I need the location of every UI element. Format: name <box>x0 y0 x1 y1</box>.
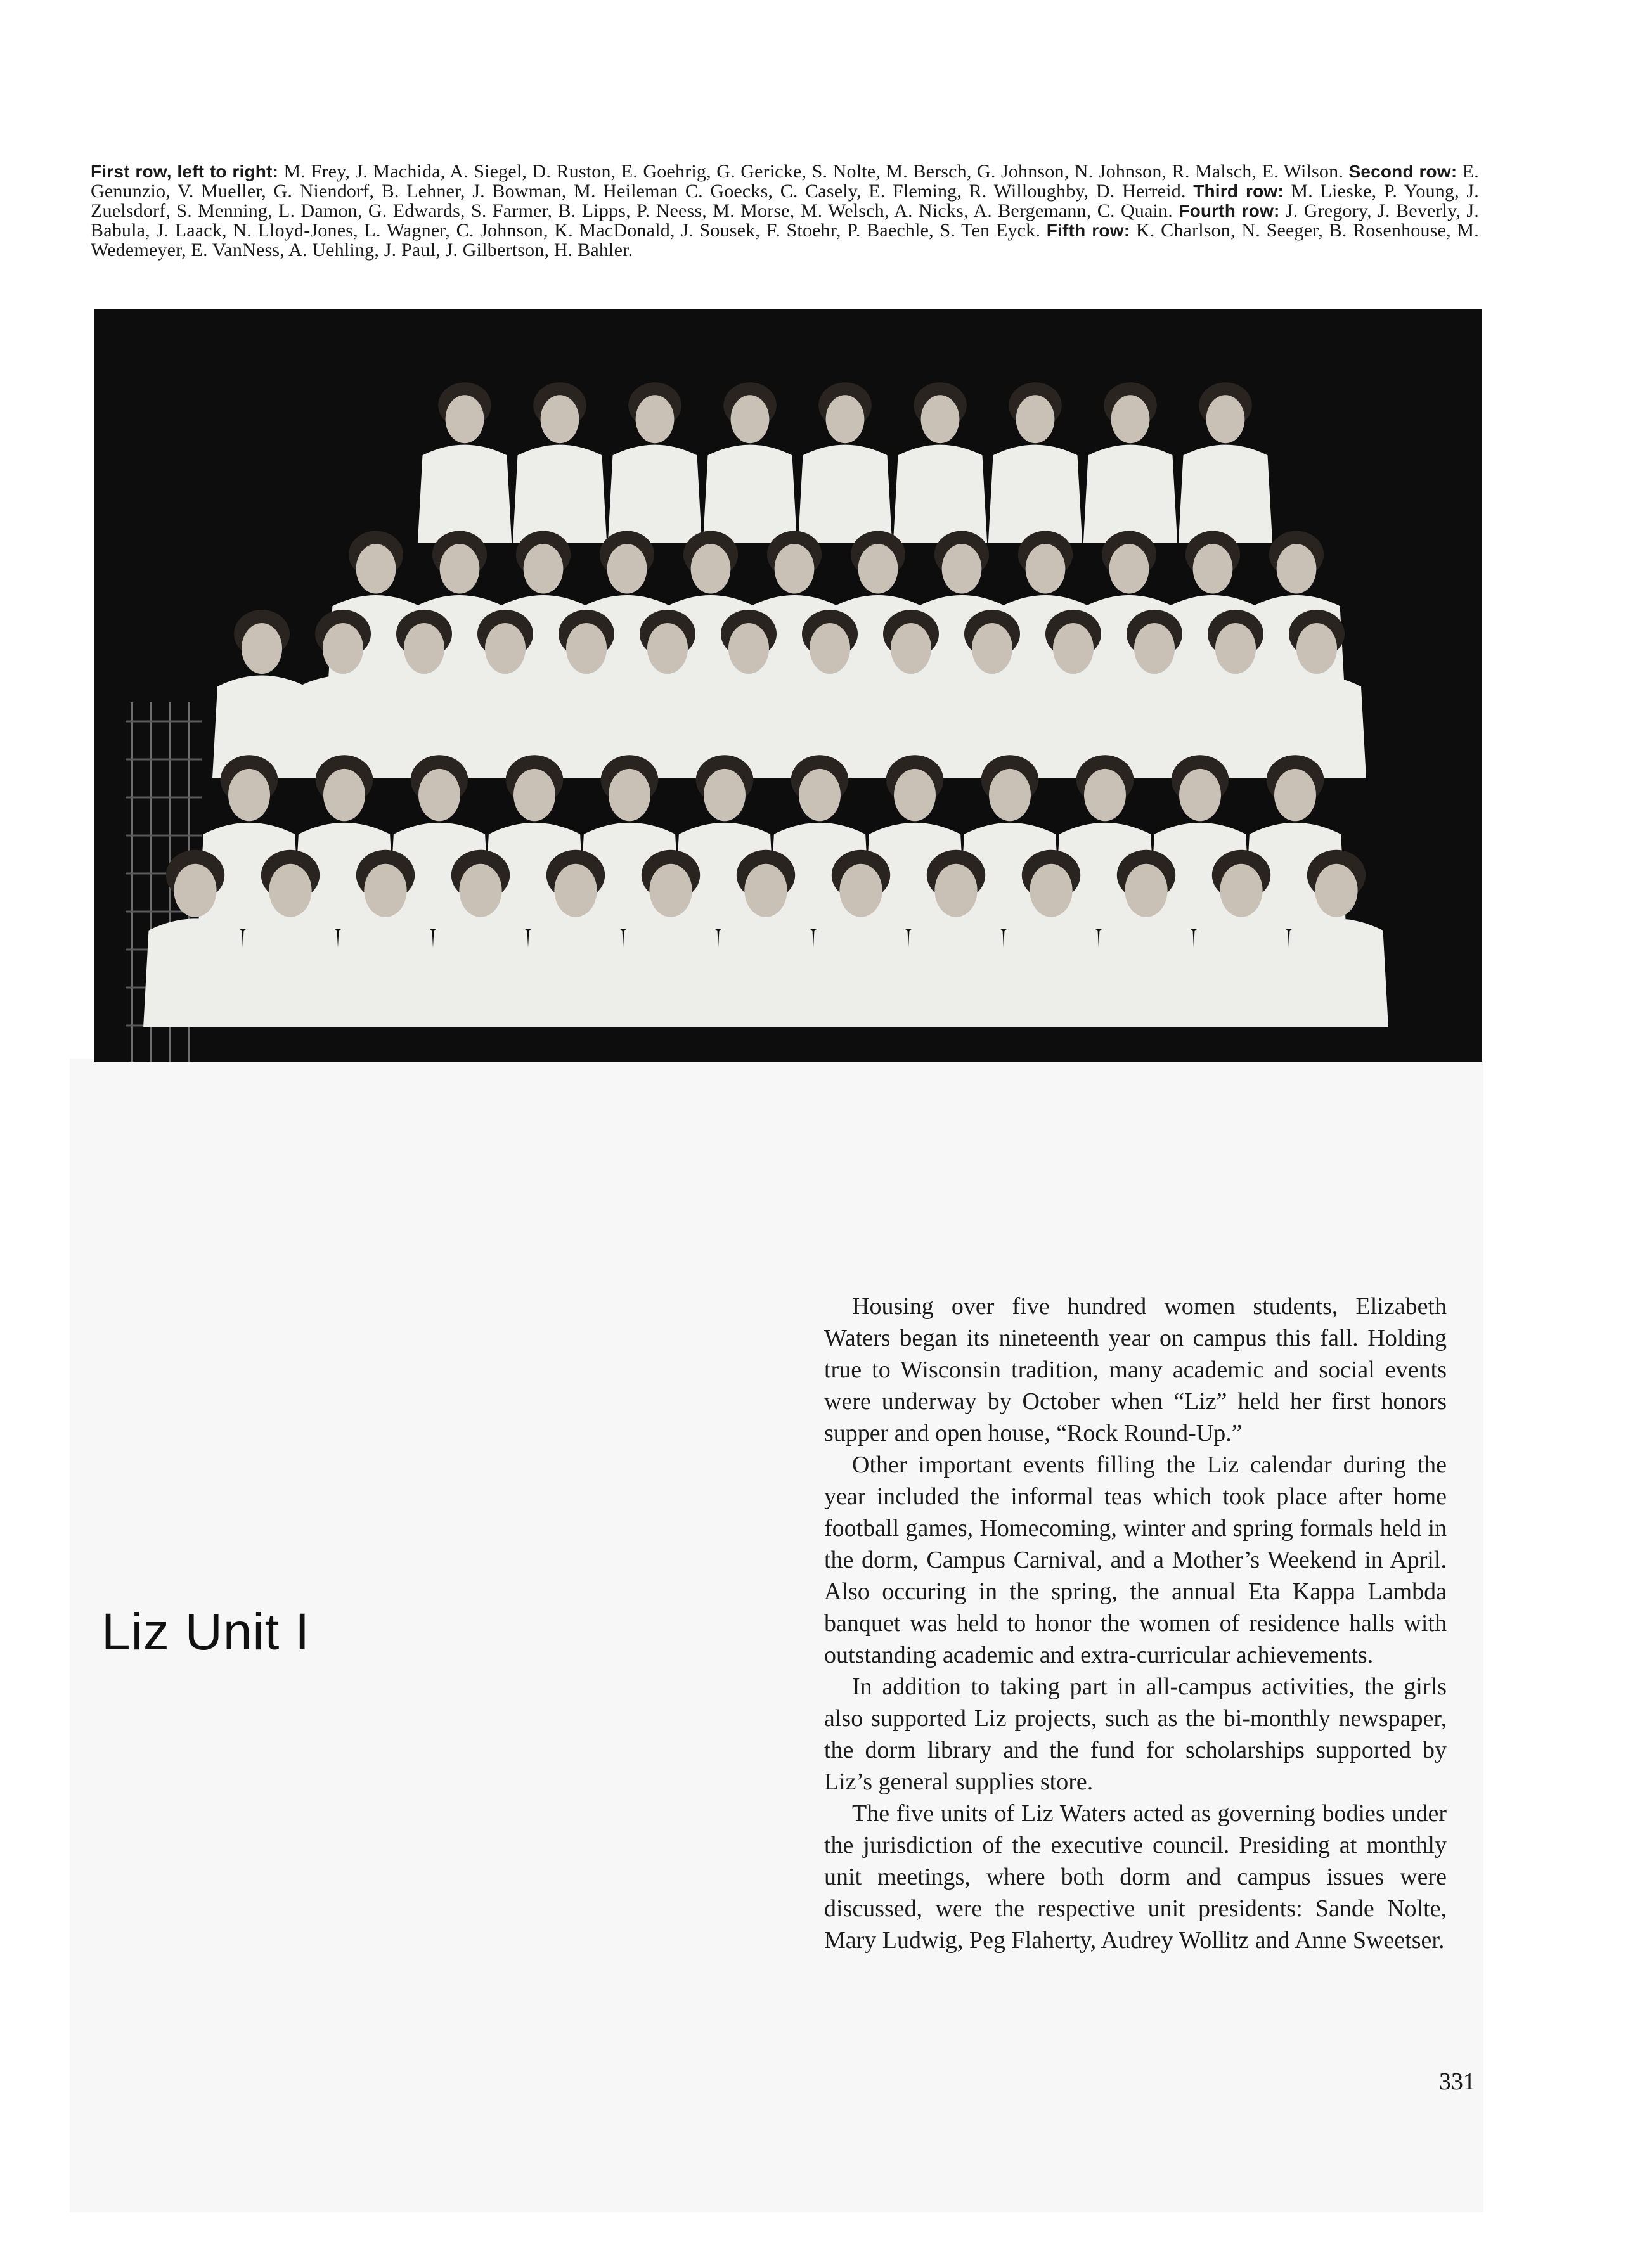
student-face <box>744 864 787 917</box>
article-paragraph: The five units of Liz Waters acted as governing bodies under the jurisdiction of the executive council. Presiding at monthly unit meetings, where both dorm and campus issues were discussed, were the respective unit presidents: Sande Nolte, Mary Ludwig, Peg Flaherty, Audrey Wollitz and Anne Sweetser. <box>824 1800 1447 1954</box>
student-face <box>810 623 850 674</box>
student-face <box>228 769 270 821</box>
student-face <box>1111 395 1150 443</box>
student-face <box>728 623 769 674</box>
student-blouse <box>429 918 533 1027</box>
student-face <box>921 395 960 443</box>
caption-row-label: First row, left to right: <box>91 162 279 181</box>
student-face <box>1109 544 1149 593</box>
student-face <box>647 623 688 674</box>
student-face <box>356 544 396 593</box>
caption-row-label: Third row: <box>1193 181 1284 201</box>
student-face <box>364 864 406 917</box>
student-blouse <box>238 918 342 1027</box>
student-blouse <box>1094 918 1198 1027</box>
student-face <box>269 864 311 917</box>
student-face <box>731 395 770 443</box>
student-face <box>858 544 898 593</box>
student-face <box>775 544 815 593</box>
student-face <box>1125 864 1167 917</box>
student-blouse <box>988 445 1082 543</box>
student-face <box>704 769 746 821</box>
page-number: 331 <box>1439 2068 1475 2095</box>
student-blouse <box>1189 918 1293 1027</box>
student-face <box>446 395 484 443</box>
student-face <box>989 769 1031 821</box>
student-face <box>1193 544 1233 593</box>
caption-row-label: Fifth row: <box>1046 221 1130 240</box>
student-face <box>541 395 579 443</box>
student-face <box>1206 395 1245 443</box>
student-face <box>891 623 931 674</box>
student-face <box>404 623 444 674</box>
student-blouse <box>809 918 913 1027</box>
group-photo <box>94 309 1482 1062</box>
student-face <box>566 623 607 674</box>
student-blouse <box>904 918 1008 1027</box>
student-face <box>1296 623 1337 674</box>
student-face <box>513 769 555 821</box>
student-face <box>485 623 526 674</box>
student-face <box>894 769 936 821</box>
student-face <box>242 623 282 674</box>
student-blouse <box>143 918 247 1027</box>
student-face <box>1026 544 1066 593</box>
caption-row-names: M. Frey, J. Machida, A. Siegel, D. Ruston, E. Goehrig, G. Gericke, S. Nolte, M. Bersch, G. Johnson, N. Johnson, R. Malsch, E. Wilson. <box>283 161 1344 182</box>
student-face <box>459 864 501 917</box>
caption-row-label: Fourth row: <box>1179 201 1280 221</box>
student-face <box>1315 864 1357 917</box>
student-blouse <box>1284 918 1388 1027</box>
student-face <box>1277 544 1317 593</box>
student-face <box>554 864 597 917</box>
caption-row-names: M. Lieske, P. Young, J. Zuelsdorf, S. Menning, L. Damon, G. Edwards, S. Farmer, B. Lipps, P. Neess, M. Morse, M. Welsch, A. Nicks, A. Bergemann, C. Quain. <box>91 181 1479 221</box>
student-face <box>1220 864 1262 917</box>
student-face <box>826 395 865 443</box>
student-face <box>323 769 365 821</box>
student-face <box>1030 864 1072 917</box>
article-paragraph: In addition to taking part in all-campus activities, the girls also supported Liz projects, such as the bi-monthly newspaper, the dorm library and the fund for scholarships supported by Liz’s general supplies store. <box>824 1673 1447 1795</box>
page-title: Liz Unit I <box>101 1603 310 1661</box>
student-face <box>649 864 692 917</box>
student-blouse <box>418 445 512 543</box>
student-blouse <box>1083 445 1177 543</box>
caption-row-names: J. Gregory, J. Beverly, J. Babula, J. Laack, N. Lloyd-Jones, L. Wagner, C. Johnson, K. MacDonald, J. Sousek, F. Stoehr, P. Baechle, S. Ten Eyck. <box>91 200 1479 241</box>
student-face <box>174 864 216 917</box>
student-face <box>1274 769 1316 821</box>
caption-row-names: K. Charlson, N. Seeger, B. Rosenhouse, M. Wedemeyer, E. VanNess, A. Uehling, J. Paul, J. Gilbertson, H. Bahler. <box>91 220 1480 261</box>
group-photo-drawing <box>94 309 1482 1062</box>
student-face <box>1053 623 1094 674</box>
photo-caption <box>91 162 1479 260</box>
student-face <box>323 623 363 674</box>
student-face <box>839 864 882 917</box>
student-face <box>607 544 647 593</box>
student-blouse <box>1179 445 1272 543</box>
student-blouse <box>333 918 437 1027</box>
student-blouse <box>703 445 797 543</box>
student-face <box>1084 769 1126 821</box>
student-face <box>440 544 480 593</box>
student-blouse <box>524 918 628 1027</box>
student-face <box>636 395 675 443</box>
student-face <box>418 769 460 821</box>
student-face <box>942 544 982 593</box>
caption-row-names: E. Genunzio, V. Mueller, G. Niendorf, B. Lehner, J. Bowman, M. Heileman C. Goecks, C. Casely, E. Fleming, R. Willoughby, D. Herreid. <box>91 161 1479 202</box>
student-face <box>972 623 1012 674</box>
student-face <box>1215 623 1256 674</box>
student-face <box>609 769 650 821</box>
student-face <box>691 544 731 593</box>
student-face <box>799 769 841 821</box>
student-blouse <box>714 918 818 1027</box>
student-face <box>1179 769 1221 821</box>
student-blouse <box>893 445 987 543</box>
student-face <box>934 864 977 917</box>
article-paragraph: Other important events filling the Liz calendar during the year included the informal teas which took place after home football games, Homecoming, winter and spring formals held in the dorm, Campus Carnival, and a Mother’s Weekend in April. Also occuring in the spring, the annual Eta Kappa Lambda banquet was held to honor the women of residence halls with outstanding academic and extra-curricular achievements. <box>824 1452 1447 1668</box>
student-blouse <box>999 918 1103 1027</box>
student-blouse <box>513 445 607 543</box>
article-paragraph: Housing over five hundred women students, Elizabeth Waters began its nineteenth year on campus this fall. Holding true to Wisconsin tradition, many academic and social events were underway by October when “Liz” held her first honors supper and open house, “Rock Round-Up.” <box>824 1293 1447 1446</box>
caption-row-label: Second row: <box>1348 162 1457 181</box>
student-face <box>1134 623 1175 674</box>
student-blouse <box>798 445 892 543</box>
article-body <box>824 1291 1447 1956</box>
student-blouse <box>608 445 702 543</box>
student-face <box>1016 395 1055 443</box>
student-face <box>524 544 564 593</box>
student-blouse <box>619 918 723 1027</box>
